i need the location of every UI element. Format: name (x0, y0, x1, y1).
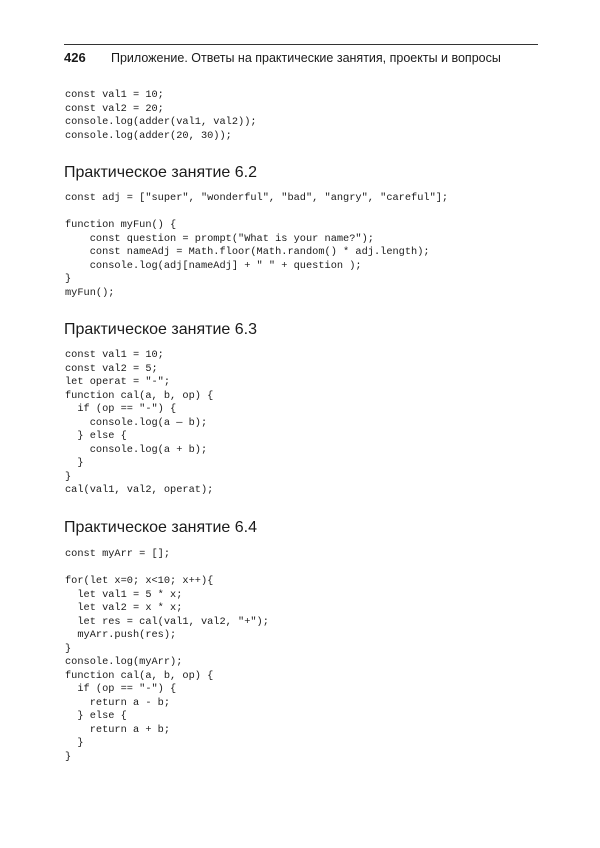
code-block-6-4: const myArr = []; for(let x=0; x<10; x++){ let val1 = 5 * x; let val2 = x * x; let res = cal(val1, val2, "+"); myArr.push(res); } console.log(myArr); function cal(a, b, op) { if (op == "-") { return a - b; } else { return a + b; } } (65, 548, 269, 763)
header-rule (64, 44, 538, 45)
section-heading-6-4: Практическое занятие 6.4 (64, 519, 257, 536)
section-heading-6-2: Практическое занятие 6.2 (64, 164, 257, 181)
code-block-6-3: const val1 = 10; const val2 = 5; let operat = "-"; function cal(a, b, op) { if (op == "-") { console.log(a — b); } else { console.log(a + b); } } cal(val1, val2, operat); (65, 349, 214, 496)
running-title: Приложение. Ответы на практические занятия, проекты и вопросы (111, 51, 501, 65)
code-block-intro: const val1 = 10; const val2 = 20; console.log(adder(val1, val2)); console.log(adder(20, 30)); (65, 89, 257, 142)
code-block-6-2: const adj = ["super", "wonderful", "bad", "angry", "careful"]; function myFun() { const question = prompt("What is your name?"); const nameAdj = Math.floor(Math.random() * adj.length); console.log(adj[nameAdj] + " " + question ); } myFun(); (65, 192, 449, 299)
section-heading-6-3: Практическое занятие 6.3 (64, 321, 257, 338)
page-header (64, 50, 538, 66)
page-number: 426 (64, 50, 86, 65)
